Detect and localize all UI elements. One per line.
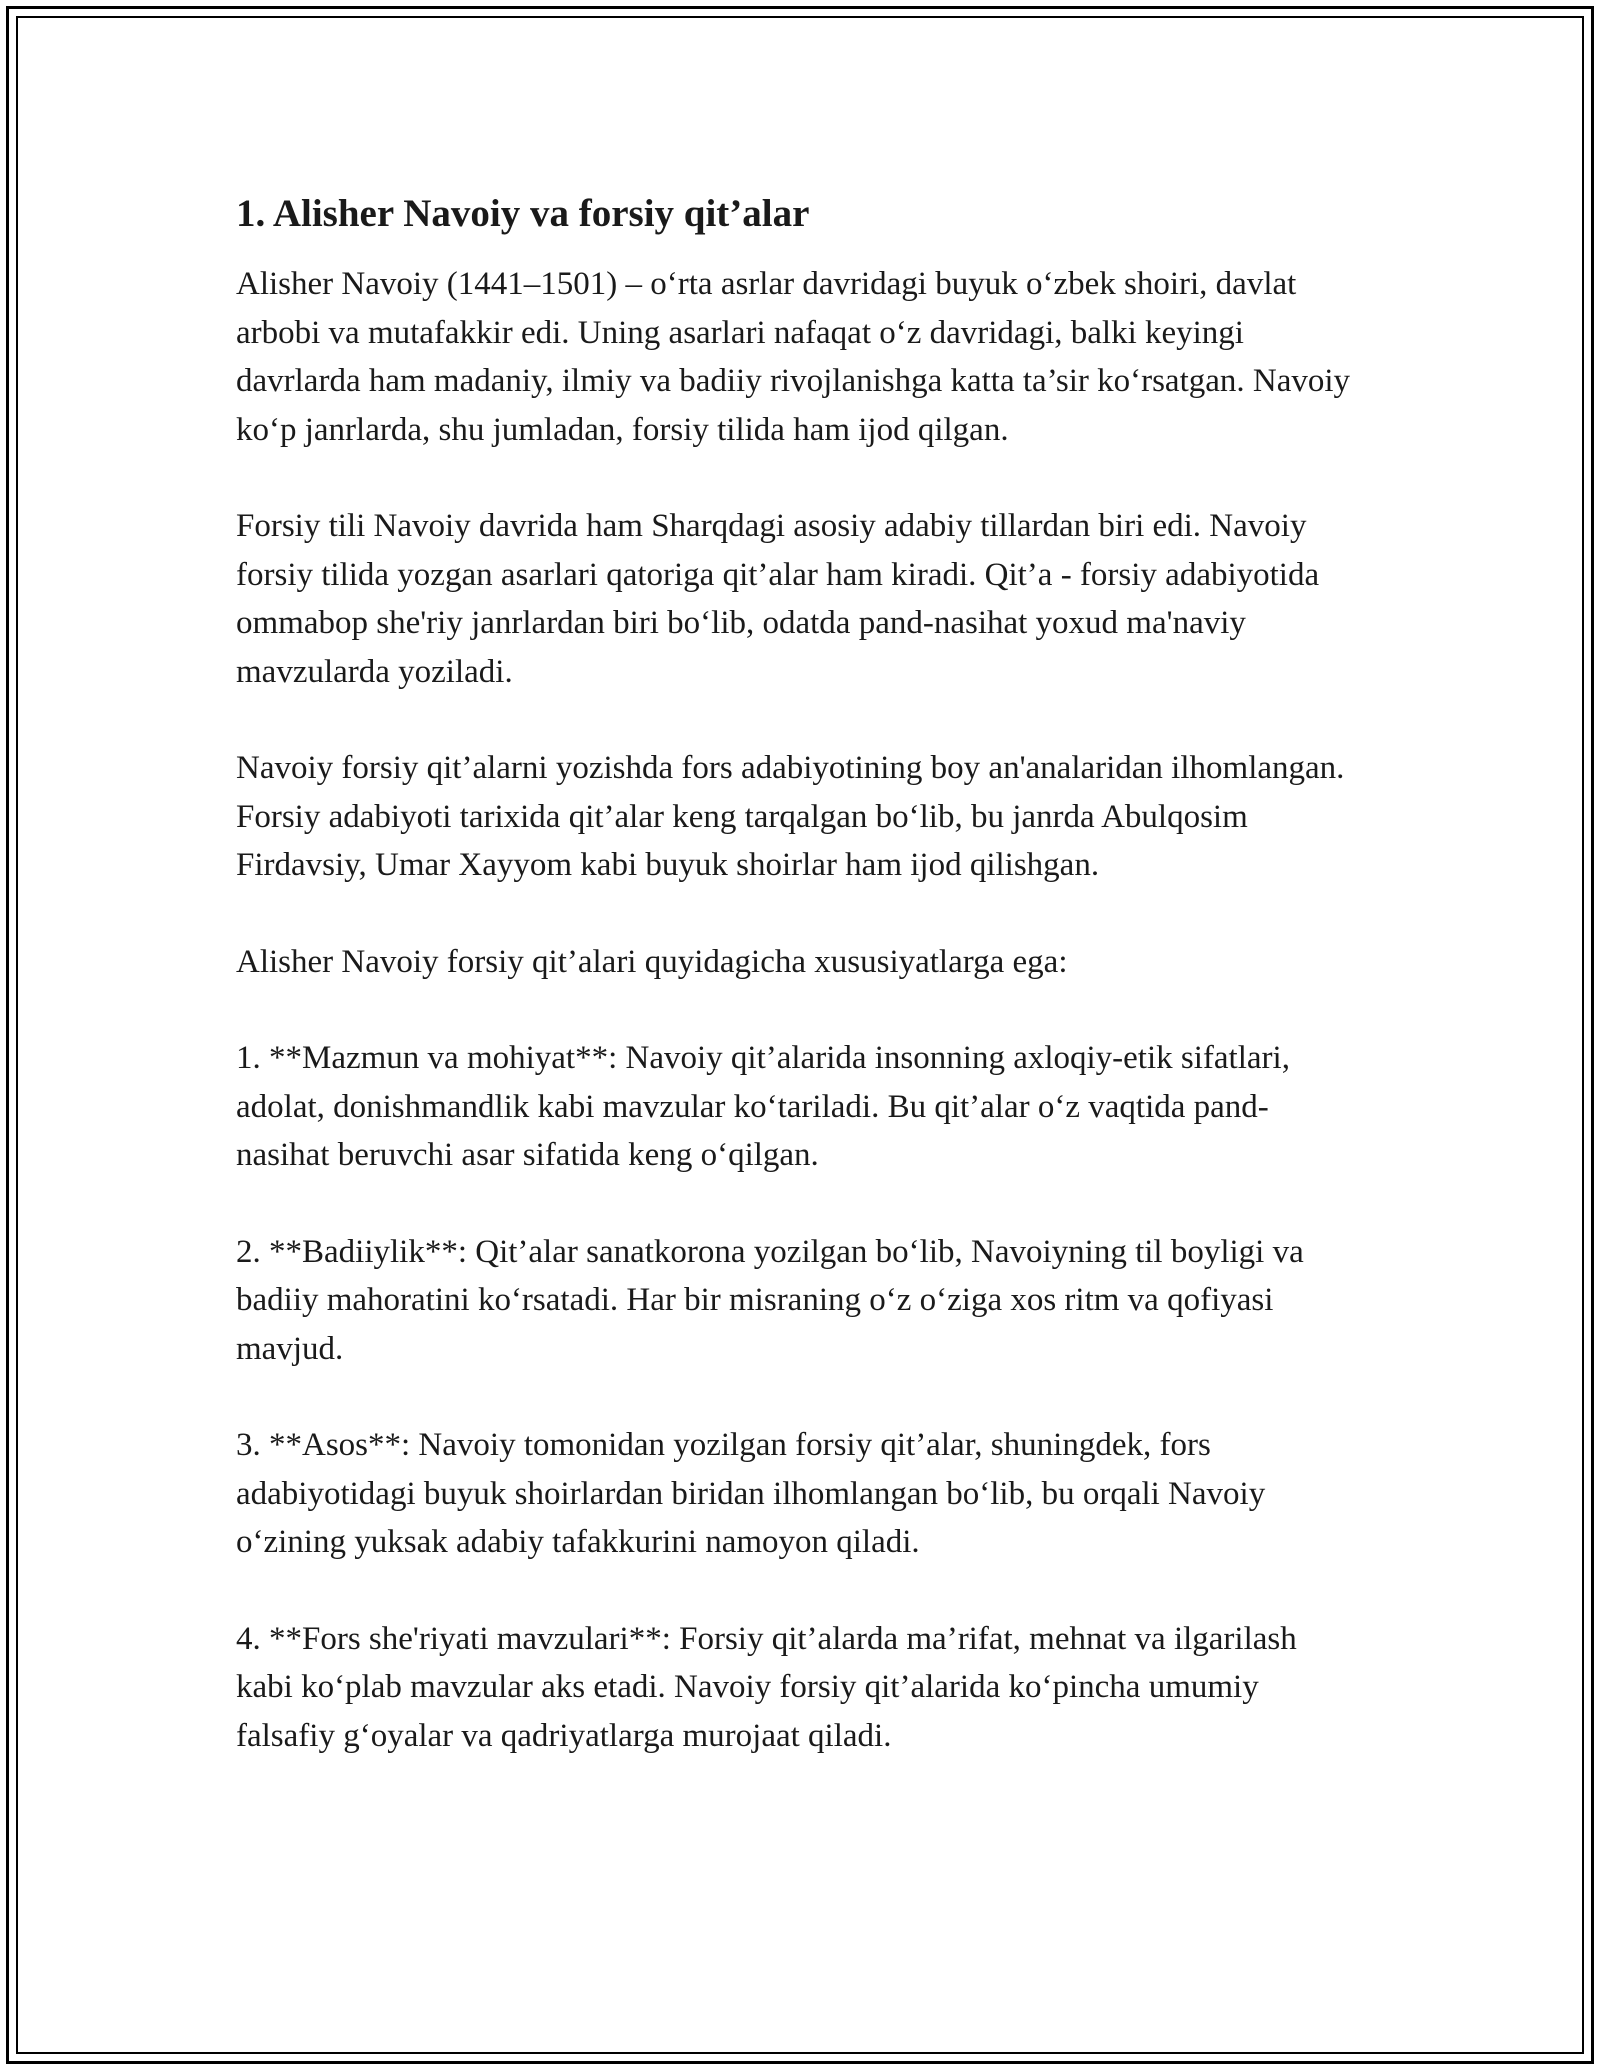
list-item-artistry: 2. **Badiiylik**: Qit’alar sanatkorona yozilgan bo‘lib, Navoiyning til boyligi va badiiy mahoratini ko‘rsatadi. Har bir misraning o‘z o‘ziga xos ritm va qofiyasi mavjud. xyxy=(236,1233,1304,1367)
paragraph-persian-tradition: Navoiy forsiy qit’alarni yozishda fors adabiyotining boy an'analaridan ilhomlangan. Forsiy adabiyoti tarixida qit’alar keng tarqalgan bo‘lib, bu janrda Abulqosim Firdavsiy, Umar Xayyom kabi buyuk shoirlar ham ijod qilishgan. xyxy=(236,750,1345,883)
paragraph-persian-language: Forsiy tili Navoiy davrida ham Sharqdagi asosiy adabiy tillardan biri edi. Navoiy forsiy tilida yozgan asarlari qatoriga qit’alar ham kiradi. Qit’a - forsiy adabiyotida ommabop she'riy janrlardan biri bo‘lib, odatda pand-nasihat yoxud ma'naviy mavzularda yoziladi. xyxy=(236,508,1320,690)
section-title: 1. Alisher Navoiy va forsiy qit’alar xyxy=(236,192,810,235)
list-item-content: 1. **Mazmun va mohiyat**: Navoiy qit’alarida insonning axloqiy-etik sifatlari, adolat, donishmandlik kabi mavzular ko‘tariladi. Bu qit’alar o‘z vaqtida pand-nasihat beruvchi asar sifatida keng o‘qilgan. xyxy=(236,1040,1290,1173)
paragraph-intro: Alisher Navoiy (1441–1501) – o‘rta asrlar davridagi buyuk o‘zbek shoiri, davlat arbobi va mutafakkir edi. Uning asarlari nafaqat o‘z davridagi, balki keyingi davrlarda ham madaniy, ilmiy va badiiy rivojlanishga katta ta’sir ko‘rsatgan. Navoiy ko‘p janrlarda, shu jumladan, forsiy tilida ham ijod qilgan. xyxy=(236,266,1351,448)
list-item-themes: 4. **Fors she'riyati mavzulari**: Forsiy qit’alarda ma’rifat, mehnat va ilgarilash kabi ko‘plab mavzular aks etadi. Navoiy forsiy qit’alarida ko‘pincha umumiy falsafiy g‘oyalar va qadriyatlarga murojaat qiladi. xyxy=(236,1620,1297,1754)
document-body xyxy=(236,188,1356,1808)
list-item-basis: 3. **Asos**: Navoiy tomonidan yozilgan forsiy qit’alar, shuningdek, fors adabiyotidagi buyuk shoirlardan biridan ilhomlangan bo‘lib, bu orqali Navoiy o‘zining yuksak adabiy tafakkurini namoyon qiladi. xyxy=(236,1427,1266,1560)
paragraph-features-intro: Alisher Navoiy forsiy qit’alari quyidagicha xususiyatlarga ega: xyxy=(236,943,1068,980)
